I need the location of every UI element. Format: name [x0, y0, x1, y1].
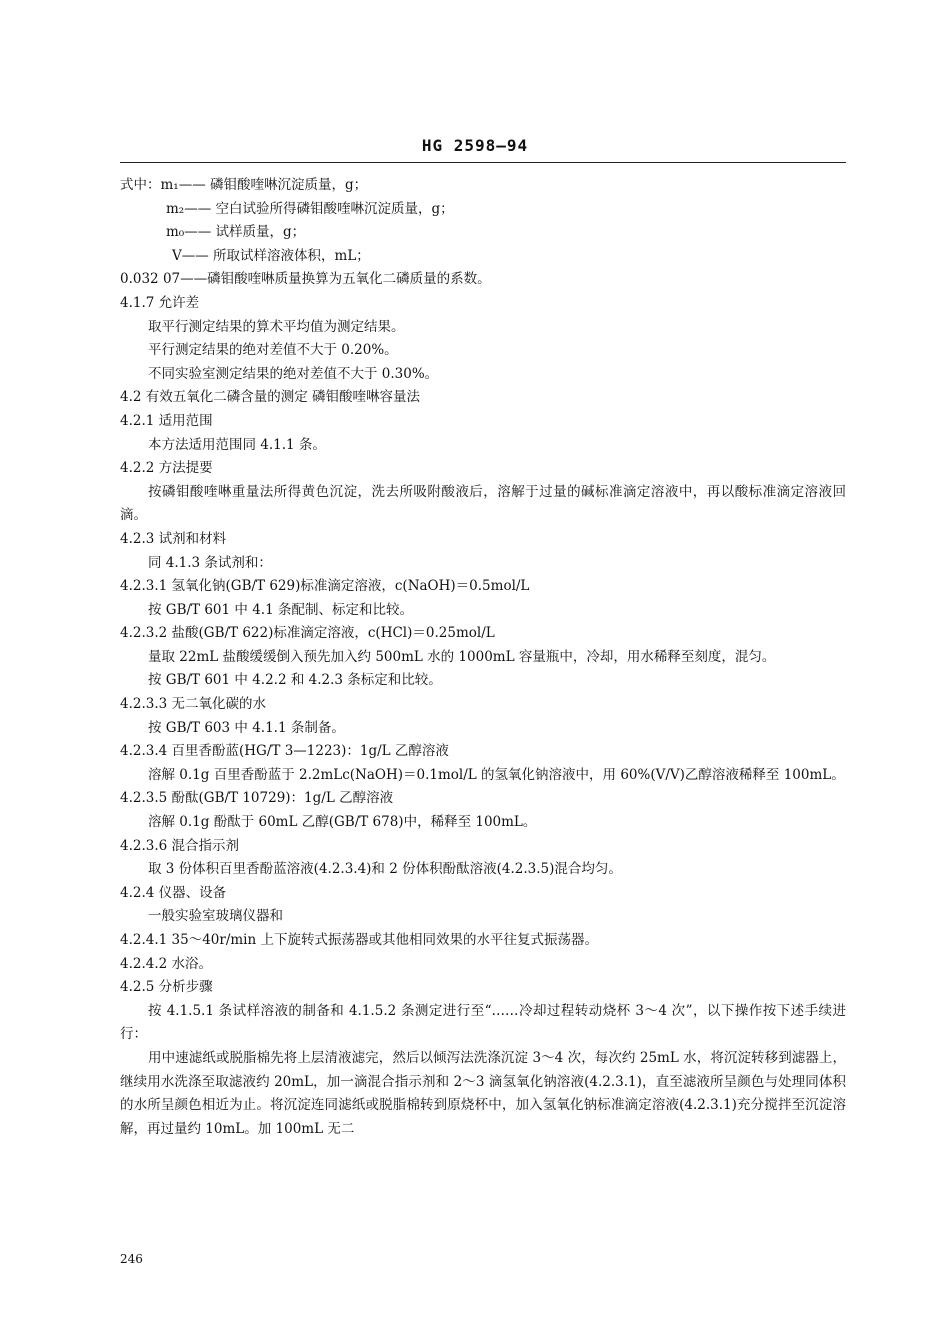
page-number: 246 — [120, 1252, 143, 1266]
text-line-s4-2-2: 4.2.2 方法提要 — [120, 460, 213, 477]
text-line-p11: 溶解 0.1g 百里香酚蓝于 2.2mLc(NaOH)＝0.1mol/L 的氢氧化钠溶液中，用 60%(V/V)乙醇溶液稀释至 100mL。 — [148, 766, 845, 783]
text-line-s4-2-3-1: 4.2.3.1 氢氧化钠(GB/T 629)标准滴定溶液，c(NaOH)＝0.5mol/L — [120, 578, 530, 595]
text-line-p14: 一般实验室玻璃仪器和 — [148, 908, 283, 925]
text-line-coef: 0.032 07——磷钼酸喹啉质量换算为五氧化二磷质量的系数。 — [120, 271, 491, 288]
text-line-s4-2-3-6: 4.2.3.6 混合指示剂 — [120, 837, 240, 854]
text-line-p2: 平行测定结果的绝对差值不大于 0.20%。 — [148, 342, 398, 359]
header-rule — [120, 162, 846, 163]
text-line-p6: 同 4.1.3 条试剂和： — [148, 554, 272, 571]
text-line-p7: 按 GB/T 601 中 4.1 条配制、标定和比较。 — [148, 601, 413, 618]
text-line-s4-2-4-1: 4.2.4.1 35～40r/min 上下旋转式振荡器或其他相同效果的水平往复式振荡器。 — [120, 932, 598, 948]
text-line-p5: 按磷钼酸喹啉重量法所得黄色沉淀，洗去所吸附酸液后，溶解于过量的碱标准滴定溶液中，再以酸标准滴定溶液回滴。 — [120, 483, 846, 524]
text-line-s4-2-5: 4.2.5 分析步骤 — [120, 979, 213, 996]
text-line-s4-2: 4.2 有效五氧化二磷含量的测定 磷钼酸喹啉容量法 — [120, 389, 421, 406]
text-line-m0: m₀—— 试样质量，g； — [166, 224, 306, 241]
text-line-s4-2-3-4: 4.2.3.4 百里香酚蓝(HG/T 3—1223)：1g/L 乙醇溶液 — [120, 743, 449, 760]
text-line-p15: 按 4.1.5.1 条试样溶液的制备和 4.1.5.2 条测定进行至“……冷却过程转动烧杯 3～4 次”，以下操作按下述手续进行： — [120, 1002, 846, 1043]
text-line-s4-2-3-3: 4.2.3.3 无二氧化碳的水 — [120, 696, 267, 713]
text-line-p13: 取 3 份体积百里香酚蓝溶液(4.2.3.4)和 2 份体积酚酞溶液(4.2.3.5)混合均匀。 — [148, 861, 622, 878]
text-line-p9: 按 GB/T 601 中 4.2.2 和 4.2.3 条标定和比较。 — [148, 672, 442, 689]
text-line-s4-2-3-5: 4.2.3.5 酚酞(GB/T 10729)：1g/L 乙醇溶液 — [120, 790, 394, 807]
text-line-s4-1-7: 4.1.7 允许差 — [120, 294, 200, 311]
standard-code-header: HG 2598—94 — [421, 136, 529, 155]
text-line-p10: 按 GB/T 603 中 4.1.1 条制备。 — [148, 719, 345, 736]
text-line-p16: 用中速滤纸或脱脂棉先将上层清液滤完，然后以倾泻法洗涤沉淀 3～4 次，每次约 25mL 水，将沉淀转移到滤器上，继续用水洗涤至取滤液约 20mL，加一滴混合指示剂和 2～3 滴氢氧化钠溶液(4.2.3.1)，直至滤液所呈颜色与处理同体积的水所呈颜色相近为止。将沉淀连同滤纸或脱脂棉转到原烧杯中，加入氢氧化钠标准滴定溶液(4.2.3.1)充分搅拌至沉淀溶解，再过量约 10mL。加 100mL 无二 — [120, 1049, 846, 1137]
text-line-m2: m₂—— 空白试验所得磷钼酸喹啉沉淀质量，g； — [166, 200, 454, 217]
document-body — [120, 174, 846, 1141]
text-line-where: 式中：m₁—— 磷钼酸喹啉沉淀质量，g； — [120, 177, 368, 193]
text-line-v: V—— 所取试样溶液体积，mL； — [172, 247, 370, 264]
text-line-s4-2-4-2: 4.2.4.2 水浴。 — [120, 955, 213, 972]
text-line-p12: 溶解 0.1g 酚酞于 60mL 乙醇(GB/T 678)中，稀释至 100mL。 — [148, 814, 537, 831]
text-line-s4-2-3-2: 4.2.3.2 盐酸(GB/T 622)标准滴定溶液，c(HCl)＝0.25mol/L — [120, 625, 495, 642]
text-line-p1: 取平行测定结果的算术平均值为测定结果。 — [148, 318, 405, 335]
text-line-p4: 本方法适用范围同 4.1.1 条。 — [148, 436, 326, 453]
text-line-s4-2-1: 4.2.1 适用范围 — [120, 412, 213, 429]
text-line-p8: 量取 22mL 盐酸缓缓倒入预先加入约 500mL 水的 1000mL 容量瓶中，冷却，用水稀释至刻度，混匀。 — [148, 648, 776, 665]
text-line-s4-2-3: 4.2.3 试剂和材料 — [120, 530, 227, 547]
text-line-s4-2-4: 4.2.4 仪器、设备 — [120, 884, 227, 901]
text-line-p3: 不同实验室测定结果的绝对差值不大于 0.30%。 — [148, 365, 439, 382]
